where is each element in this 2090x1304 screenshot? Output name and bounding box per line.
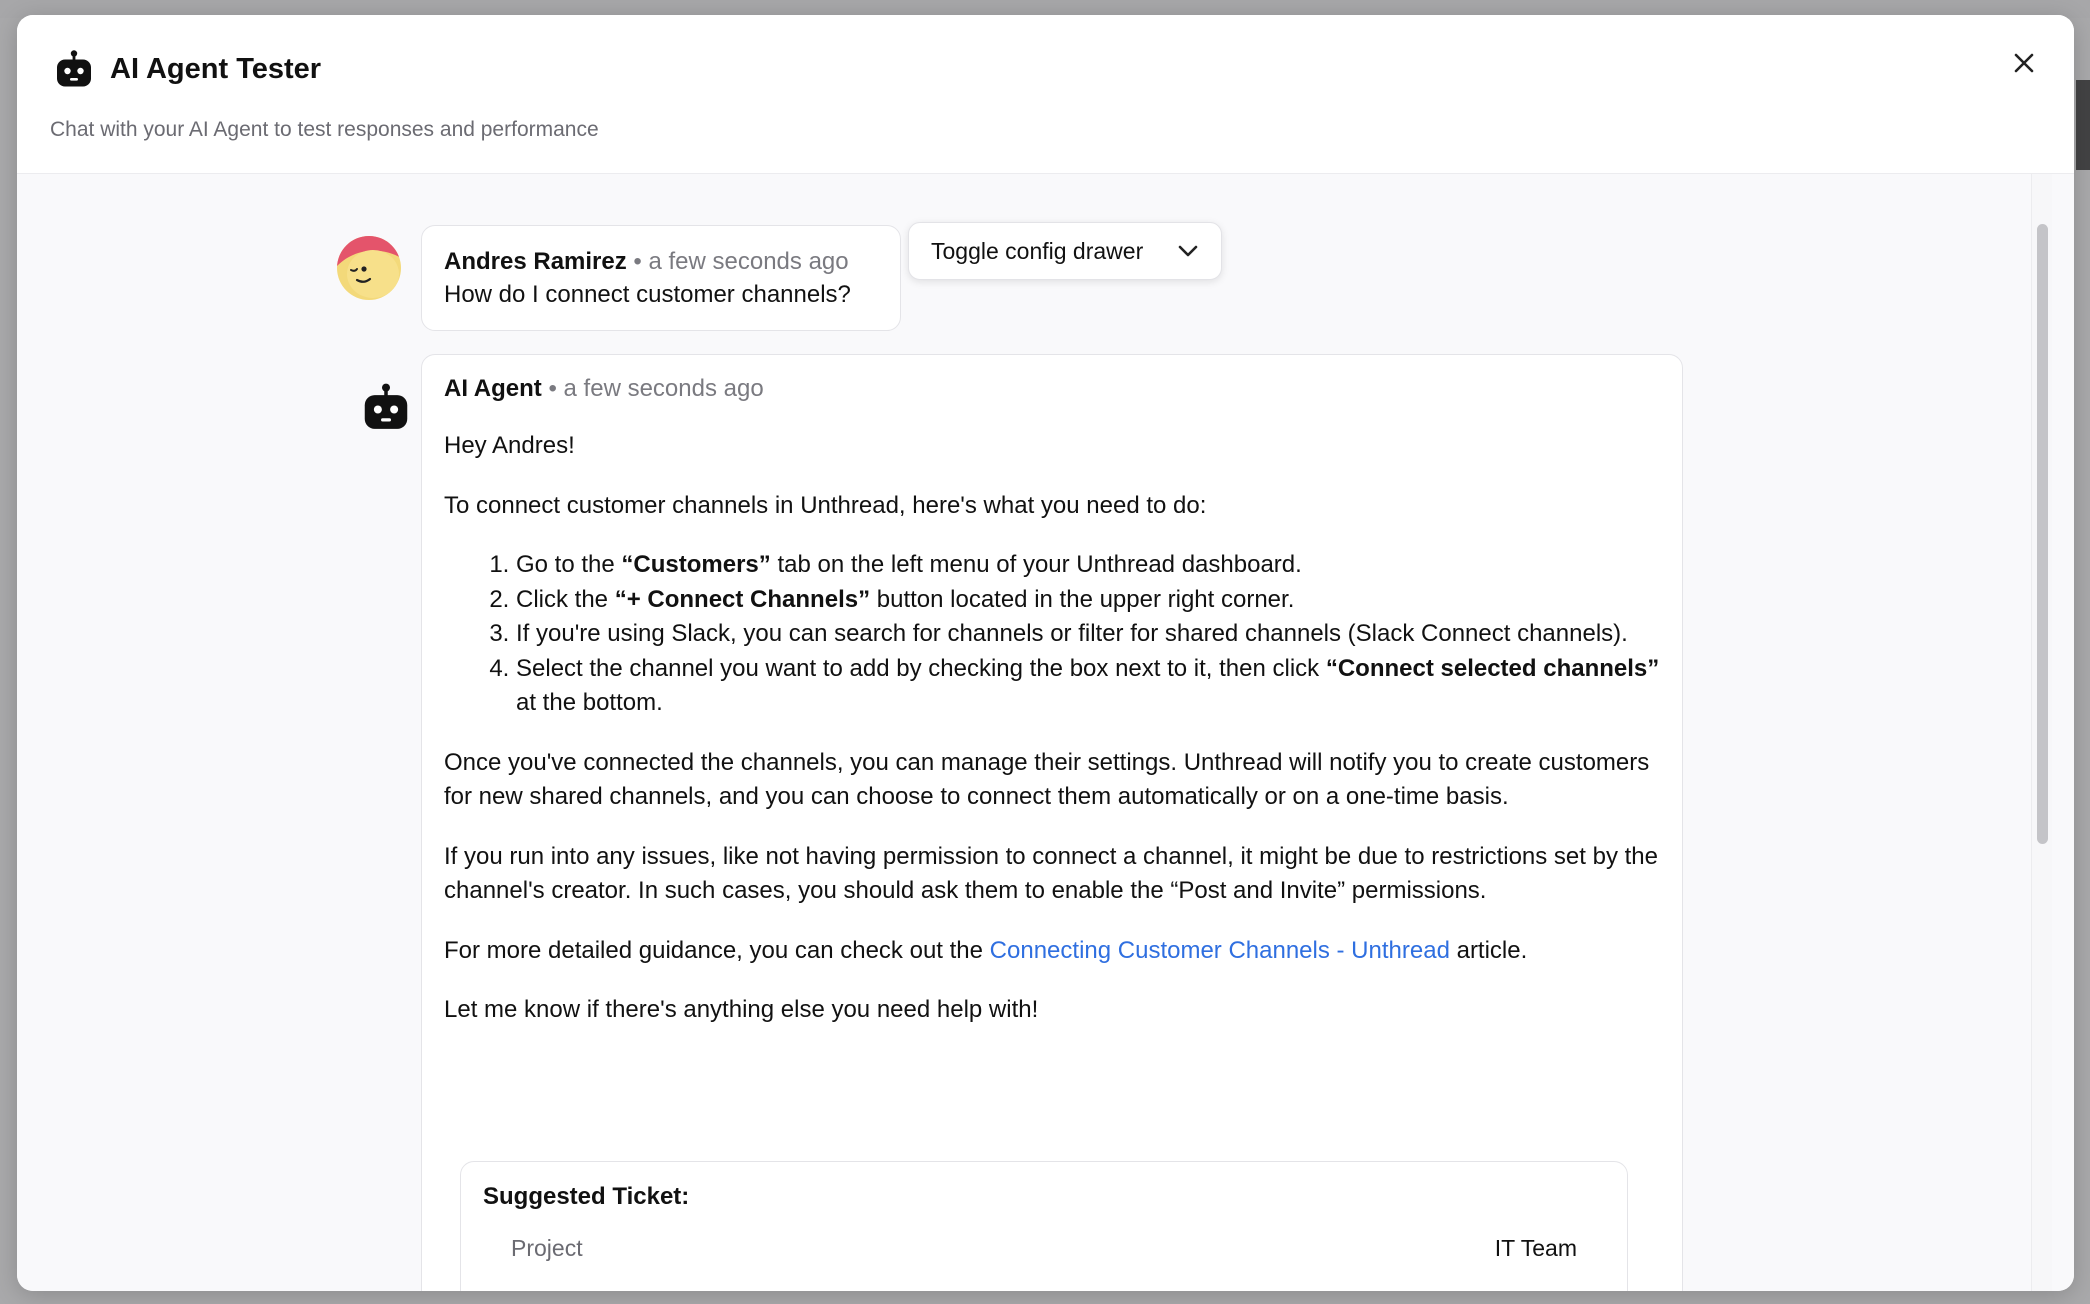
message-separator: • [548, 375, 557, 402]
message-text: How do I connect customer channels? [444, 281, 851, 308]
message-separator: • [633, 248, 642, 275]
greeting-text: Hey Andres! [444, 432, 575, 459]
close-button[interactable] [2004, 43, 2044, 83]
scrollbar[interactable] [2031, 174, 2052, 1291]
guidance-paragraph [444, 934, 1660, 969]
step-text: If you're using Slack, you can search for channels or filter for shared channels (Slack Connect channels). [516, 620, 1628, 647]
scrollbar-thumb[interactable] [2037, 224, 2048, 844]
chevron-down-icon [1177, 244, 1199, 258]
agent-tester-modal [17, 15, 2074, 1291]
step-bold-text: “+ Connect Channels” [614, 585, 871, 613]
suggested-ticket-title: Suggested Ticket: [483, 1183, 690, 1210]
step-text: Click the [516, 585, 615, 613]
toggle-config-label: Toggle config drawer [931, 237, 1144, 264]
agent-message-body [444, 429, 1660, 1028]
background-app-edge [2076, 80, 2090, 170]
step-text: Go to the [516, 551, 622, 578]
message-timestamp: a few seconds ago [648, 248, 849, 275]
step-text: Select the channel you want to add by checking the box next to it, then click [516, 654, 1326, 682]
message-header [444, 246, 878, 278]
robot-icon [54, 49, 94, 89]
toggle-config-drawer-button[interactable] [908, 222, 1222, 280]
step-item [516, 617, 1660, 652]
settings-paragraph: Once you've connected the channels, you can manage their settings. Unthread will notify you to create customers for new shared channels, and you can choose to connect them automatically or on a one-time basis. [444, 748, 1650, 810]
agent-avatar-robot-icon [361, 382, 411, 432]
message-header [444, 373, 1660, 405]
step-bold-text: “Connect selected channels” [1325, 654, 1660, 682]
close-icon [2013, 52, 2035, 74]
message-author: Andres Ramirez [444, 248, 627, 275]
intro-text: To connect customer channels in Unthread, here's what you need to do: [444, 491, 1207, 519]
user-avatar [337, 236, 401, 300]
ticket-field-label: Project [511, 1235, 583, 1261]
steps-list [444, 548, 1660, 721]
modal-header [17, 15, 2074, 174]
message-author: AI Agent [444, 375, 542, 402]
user-message [421, 225, 901, 331]
suggested-ticket-card [460, 1161, 1628, 1291]
agent-message [421, 354, 1683, 1291]
step-item [516, 583, 1660, 618]
step-text: at the bottom. [516, 689, 663, 716]
closing-text: Let me know if there's anything else you need help with! [444, 996, 1039, 1023]
step-item [516, 548, 1660, 583]
step-item [516, 652, 1660, 721]
message-timestamp: a few seconds ago [563, 375, 764, 402]
issues-paragraph: If you run into any issues, like not having permission to connect a channel, it might be due to restrictions set by the channel's creator. In such cases, you should ask them to enable the “Post and Invite” permissions. [444, 842, 1658, 904]
chat-area [17, 174, 2074, 1291]
modal-title: AI Agent Tester [110, 53, 322, 85]
step-text: button located in the upper right corner. [870, 585, 1295, 613]
article-link[interactable]: Connecting Customer Channels - Unthread [989, 936, 1450, 964]
guidance-text: article. [1449, 936, 1528, 964]
step-text: tab on the left menu of your Unthread dashboard. [770, 551, 1302, 578]
ticket-field-row [483, 1232, 1605, 1264]
step-bold-text: “Customers” [621, 551, 771, 578]
guidance-text: For more detailed guidance, you can check out the [444, 936, 990, 964]
modal-subtitle: Chat with your AI Agent to test responses and performance [50, 118, 599, 141]
ticket-field-value: IT Team [1494, 1235, 1577, 1261]
